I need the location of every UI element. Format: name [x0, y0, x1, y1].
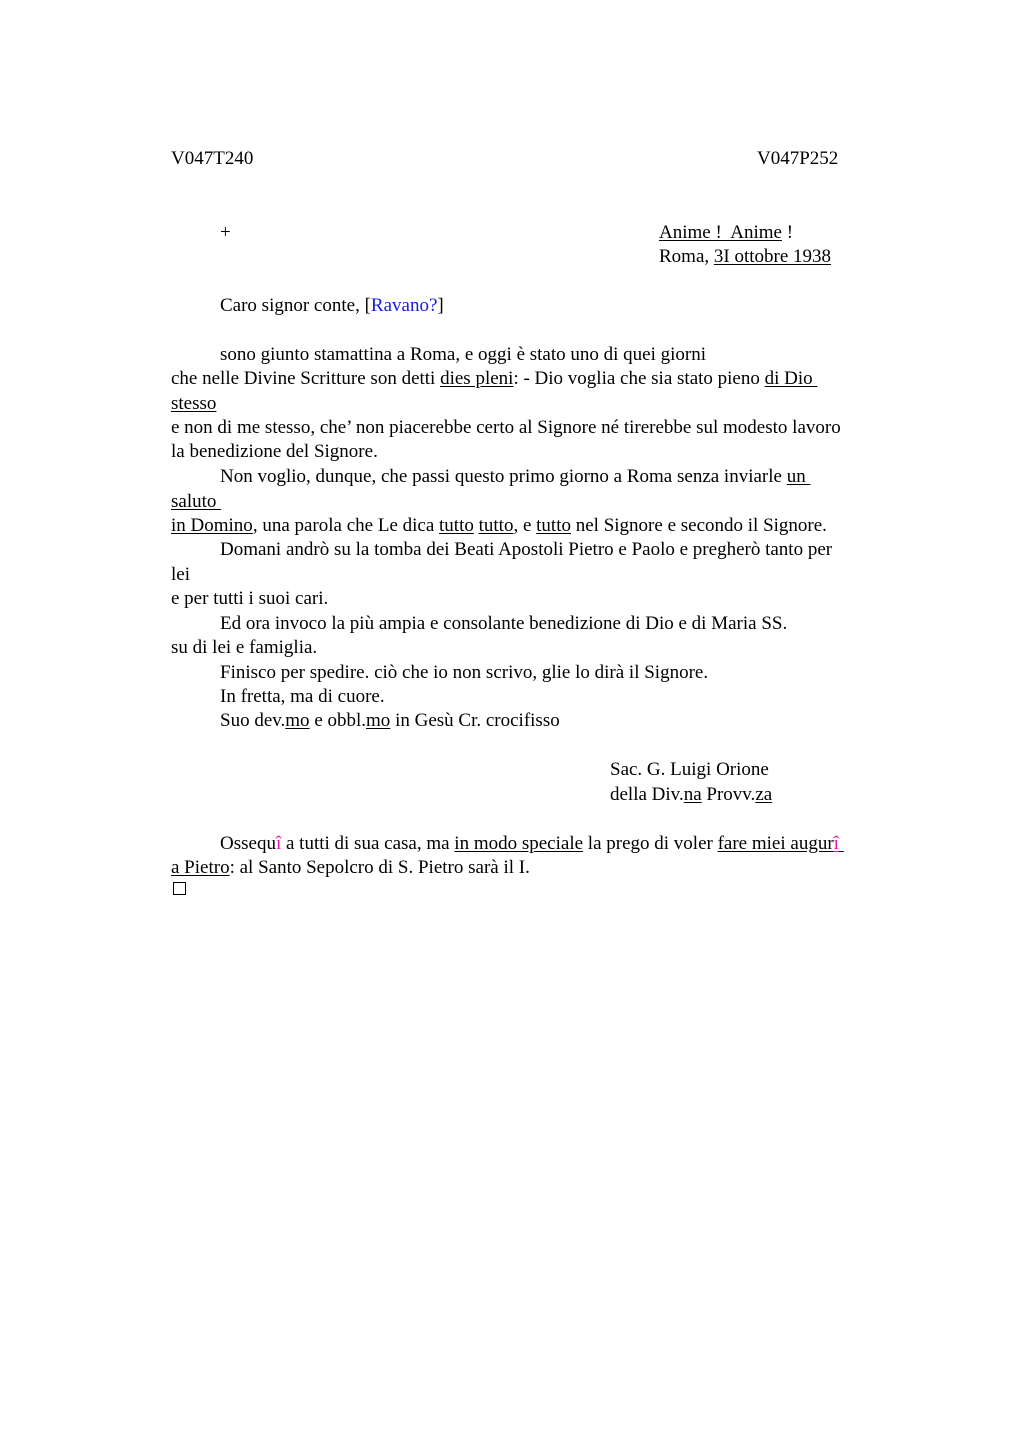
text: : al Santo Sepolcro di S. Pietro sarà il I. — [229, 857, 530, 878]
underlined-text: a Pietro — [171, 857, 230, 878]
motto-underlined: Anime ! Anime — [659, 222, 782, 243]
place: Roma, — [659, 246, 714, 267]
checkbox-square-icon — [173, 882, 186, 895]
text: a tutti di sua casa, ma — [281, 833, 455, 854]
body-line: e per tutti i suoi cari. — [171, 588, 329, 609]
text: nel Signore e secondo il Signore. — [571, 515, 827, 536]
text: che nelle Divine Scritture son detti — [171, 368, 441, 389]
text: Provv. — [701, 784, 756, 805]
motto — [659, 221, 793, 245]
postscript-line — [220, 832, 844, 856]
salutation-close: ] — [437, 295, 444, 316]
salutation — [220, 294, 444, 318]
underlined-text: tutto — [478, 515, 514, 536]
text: : - Dio voglia che sia stato pieno — [513, 368, 765, 389]
body-line — [220, 465, 810, 489]
body-line: Domani andrò su la tomba dei Beati Apostoli Pietro e Paolo e pregherò tanto per — [220, 539, 833, 560]
document-code-right: V047P252 — [757, 148, 839, 169]
underlined-text: fare miei augur — [717, 833, 834, 854]
cross-symbol: + — [220, 222, 231, 243]
text: della Div. — [610, 784, 684, 805]
body-line: Finisco per spedire. ciò che io non scrivo, glie lo dirà il Signore. — [220, 662, 709, 683]
underlined-text: in Domino — [171, 515, 253, 536]
postscript-line — [171, 856, 530, 880]
underlined-text: na — [683, 784, 702, 805]
underlined-text — [839, 833, 844, 854]
underlined-text: in modo speciale — [454, 833, 584, 854]
underlined-text: tutto — [439, 515, 474, 536]
document-code-left: V047T240 — [171, 148, 254, 169]
body-line: saluto — [171, 491, 222, 512]
body-line: su di lei e famiglia. — [171, 637, 318, 658]
text: , una parola che Le dica — [252, 515, 440, 536]
underlined-text: mo — [366, 710, 391, 731]
date: 3I ottobre 1938 — [713, 246, 832, 267]
body-line — [171, 514, 827, 538]
underlined-text: tutto — [536, 515, 571, 536]
salutation-text: Caro signor conte, [ — [220, 295, 371, 316]
underlined-text: za — [755, 784, 773, 805]
accent-mark: î — [833, 833, 839, 854]
text: la prego di voler — [583, 833, 718, 854]
place-date — [659, 245, 831, 269]
motto-end: ! — [781, 222, 794, 243]
underlined-text: dies pleni — [440, 368, 514, 389]
underlined-text: un — [786, 466, 811, 487]
underlined-text: di Dio — [764, 368, 818, 389]
body-line: Ed ora invoco la più ampia e consolante benedizione di Dio e di Maria SS. — [220, 613, 788, 634]
body-line: stesso — [171, 393, 217, 414]
closing-line — [220, 709, 560, 733]
body-line — [171, 367, 817, 391]
accent-mark: î — [275, 833, 282, 854]
underlined-text: mo — [285, 710, 310, 731]
body-line: lei — [171, 564, 190, 585]
body-line: la benedizione del Signore. — [171, 441, 378, 462]
signature-title — [610, 783, 772, 807]
text: , e — [513, 515, 537, 536]
text: e obbl. — [309, 710, 367, 731]
body-line: e non di me stesso, che’ non piacerebbe certo al Signore né tirerebbe sul modesto lavoro — [171, 417, 841, 438]
text: in Gesù Cr. crocifisso — [390, 710, 560, 731]
body-line: sono giunto stamattina a Roma, e oggi è stato uno di quei giorni — [220, 344, 707, 365]
text: Suo dev. — [220, 710, 286, 731]
editor-note-name: Ravano? — [370, 295, 438, 316]
text: Non voglio, dunque, che passi questo primo giorno a Roma senza inviarle — [220, 466, 787, 487]
signature-name: Sac. G. Luigi Orione — [610, 759, 769, 780]
body-line: In fretta, ma di cuore. — [220, 686, 385, 707]
text: Ossequ — [220, 833, 276, 854]
